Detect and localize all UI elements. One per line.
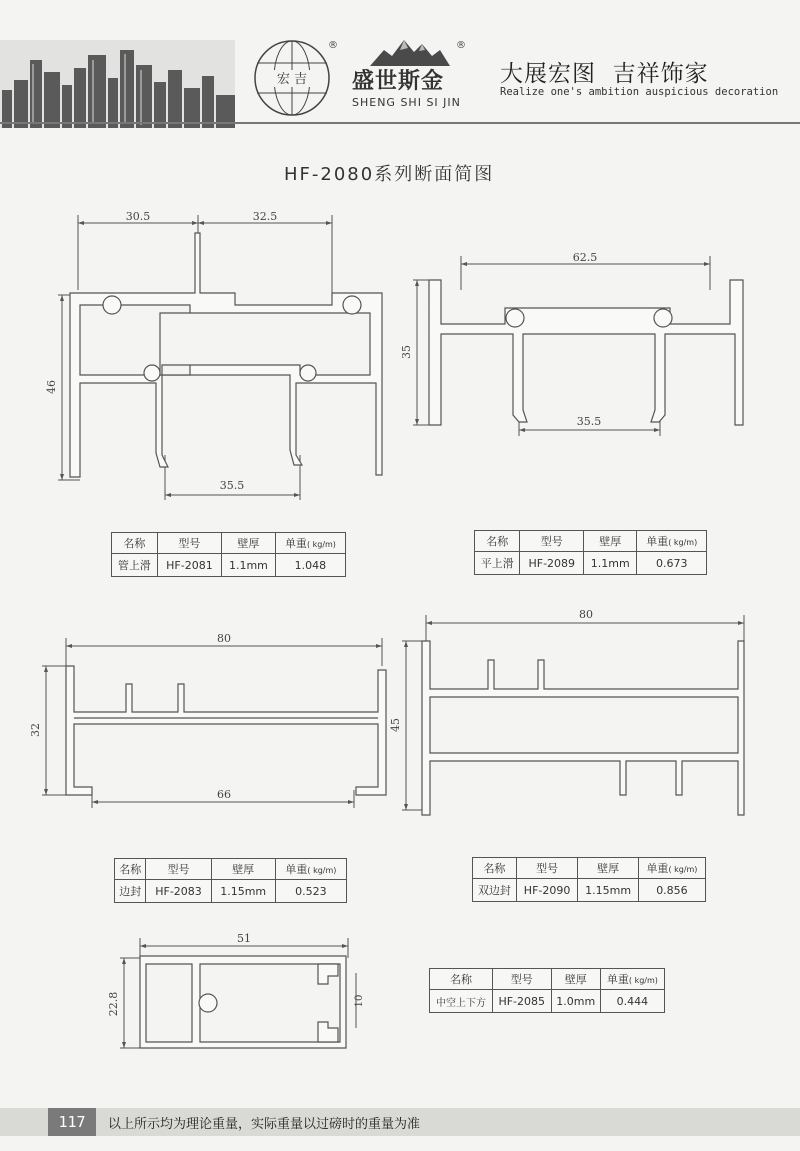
cell-thickness: 1.1mm: [584, 552, 637, 575]
dim-height: 32: [29, 723, 42, 737]
page-number: 117: [48, 1108, 96, 1136]
col-weight: 单重( kg/m): [600, 969, 664, 990]
page-title: HF-2080系列断面简图: [284, 164, 495, 185]
cell-model: HF-2090: [516, 879, 577, 902]
spec-table-hf2081: [111, 532, 346, 577]
col-thickness: 壁厚: [584, 531, 637, 552]
profile-drawing-hf2090: [389, 605, 762, 825]
cell-name: 边封: [115, 880, 146, 903]
cell-thickness: 1.1mm: [222, 554, 276, 577]
cell-weight: 0.444: [600, 990, 664, 1013]
brand-name: 盛世斯金: [352, 68, 445, 94]
dim-top-right: 32.5: [252, 210, 278, 223]
cell-weight: 0.523: [275, 880, 346, 903]
col-weight: 单重( kg/m): [638, 858, 705, 879]
dim-inner: 10: [354, 994, 365, 1008]
globe-logo-icon: [252, 38, 332, 118]
col-name: 名称: [430, 969, 493, 990]
footer-note: 以上所示均为理论重量，实际重量以过磅时的重量为准: [108, 1117, 421, 1132]
cell-model: HF-2089: [520, 552, 584, 575]
dim-height: 46: [45, 380, 58, 394]
cell-name: 平上滑: [475, 552, 520, 575]
col-thickness: 壁厚: [222, 533, 276, 554]
spec-table-hf2089: [474, 530, 707, 575]
col-model: 型号: [146, 859, 211, 880]
cell-name: 管上滑: [112, 554, 158, 577]
profile-drawing-hf2085: [108, 928, 368, 1058]
cell-weight: 0.856: [638, 879, 705, 902]
dim-height: 35: [400, 345, 413, 359]
registered-mark-2: ®: [456, 40, 466, 51]
dim-top: 62.5: [572, 251, 598, 264]
cell-name: 双边封: [473, 879, 517, 902]
col-name: 名称: [473, 858, 517, 879]
cell-model: HF-2081: [157, 554, 221, 577]
spec-table-hf2085: [429, 968, 665, 1013]
dim-bottom: 66: [217, 788, 231, 801]
col-model: 型号: [520, 531, 584, 552]
spec-table-hf2090: [472, 857, 706, 902]
city-skyline-image: [0, 40, 235, 128]
col-thickness: 壁厚: [211, 859, 275, 880]
col-thickness: 壁厚: [551, 969, 600, 990]
col-name: 名称: [475, 531, 520, 552]
cell-name: 中空上下方: [430, 990, 493, 1013]
cell-model: HF-2085: [492, 990, 551, 1013]
col-name: 名称: [115, 859, 146, 880]
brand-pinyin: SHENG SHI SI JIN: [352, 96, 461, 109]
col-name: 名称: [112, 533, 158, 554]
col-thickness: 壁厚: [578, 858, 639, 879]
logo-text: 宏 吉: [276, 72, 308, 87]
cell-thickness: 1.0mm: [551, 990, 600, 1013]
dim-height: 45: [389, 718, 402, 732]
dim-top-left: 30.5: [125, 210, 151, 223]
cell-weight: 0.673: [637, 552, 707, 575]
spec-table-hf2083: [114, 858, 347, 903]
col-weight: 单重( kg/m): [275, 859, 346, 880]
col-model: 型号: [157, 533, 221, 554]
cell-model: HF-2083: [146, 880, 211, 903]
header-divider: [0, 122, 800, 124]
dim-top: 80: [217, 632, 231, 645]
col-weight: 单重( kg/m): [275, 533, 345, 554]
dim-height: 22.8: [107, 991, 120, 1017]
slogan-english: Realize one's ambition auspicious decoration: [500, 86, 779, 98]
profile-drawing-hf2089: [400, 250, 765, 440]
cell-weight: 1.048: [275, 554, 345, 577]
profile-drawing-hf2083: [30, 630, 400, 815]
dim-top: 51: [237, 932, 251, 945]
col-model: 型号: [492, 969, 551, 990]
dim-bottom: 35.5: [219, 479, 245, 492]
dim-top: 80: [579, 608, 593, 621]
cell-thickness: 1.15mm: [578, 879, 639, 902]
col-weight: 单重( kg/m): [637, 531, 707, 552]
cell-thickness: 1.15mm: [211, 880, 275, 903]
slogan: 大展宏图 吉祥饰家: [500, 61, 709, 87]
dim-bottom: 35.5: [576, 415, 602, 428]
registered-mark-1: ®: [328, 40, 338, 51]
col-model: 型号: [516, 858, 577, 879]
profile-drawing-hf2081: [45, 205, 400, 505]
